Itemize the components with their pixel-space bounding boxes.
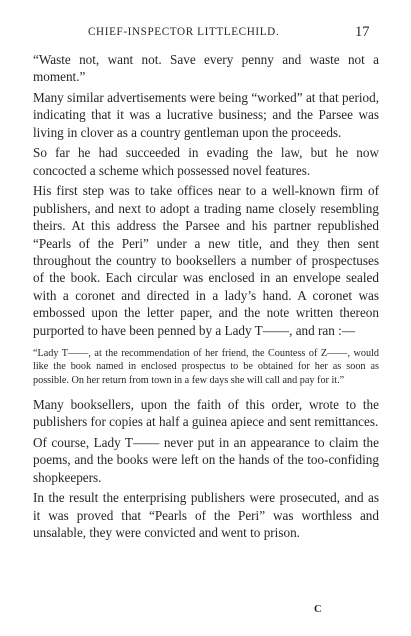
- paragraph: So far he had succeeded in evading the law, but he now concocted a scheme which possessed novel features.: [33, 145, 379, 178]
- paragraph: Many booksellers, upon the faith of this order, wrote to the publishers for copies at half a guinea apiece and sent remittances.: [33, 396, 379, 430]
- signature-mark: C: [314, 604, 322, 615]
- paragraph: In the result the enterprising publishers were prosecuted, and as it was proved that “Pearls of the Peri” was worthless and unsalable, they were convicted and went to prison.: [33, 490, 379, 541]
- block-quote: “Lady T——, at the recommendation of her friend, the Countess of Z——, would like the book named in enclosed prospectus to be obtained for her as soon as possible. On her return from town in a few days she will call and pay for it.”: [33, 348, 379, 386]
- running-title: CHIEF-INSPECTOR LITTLECHILD.: [88, 26, 280, 38]
- running-head: [0, 26, 411, 46]
- paragraph: “Waste not, want not. Save every penny and waste not a moment.”: [33, 52, 379, 85]
- page-number: 17: [355, 24, 370, 40]
- paragraph: His first step was to take offices near to a well-known firm of publishers, and next to adopt a trading name closely resembling theirs. At this address the Parsee and his partner republished “Pearls of the Peri” under a new title, and they then sent throughout the country to booksellers a number of prospectuses of the book. Each circular was enclosed in an envelope sealed with a coronet and directed in a lady’s hand. A coronet was embossed upon the letter paper, and the note written thereon purported to have been penned by a Lady T——, and ran :—: [33, 183, 379, 338]
- body-text: [33, 51, 379, 545]
- paragraph: Many similar advertisements were being “worked” at that period, indicating that it was a lucrative business; and the Parsee was living in clover as a country gentleman upon the proceeds.: [33, 90, 379, 140]
- paragraph: Of course, Lady T—— never put in an appearance to claim the poems, and the books were left on the hands of the too-confiding shopkeepers.: [33, 434, 379, 485]
